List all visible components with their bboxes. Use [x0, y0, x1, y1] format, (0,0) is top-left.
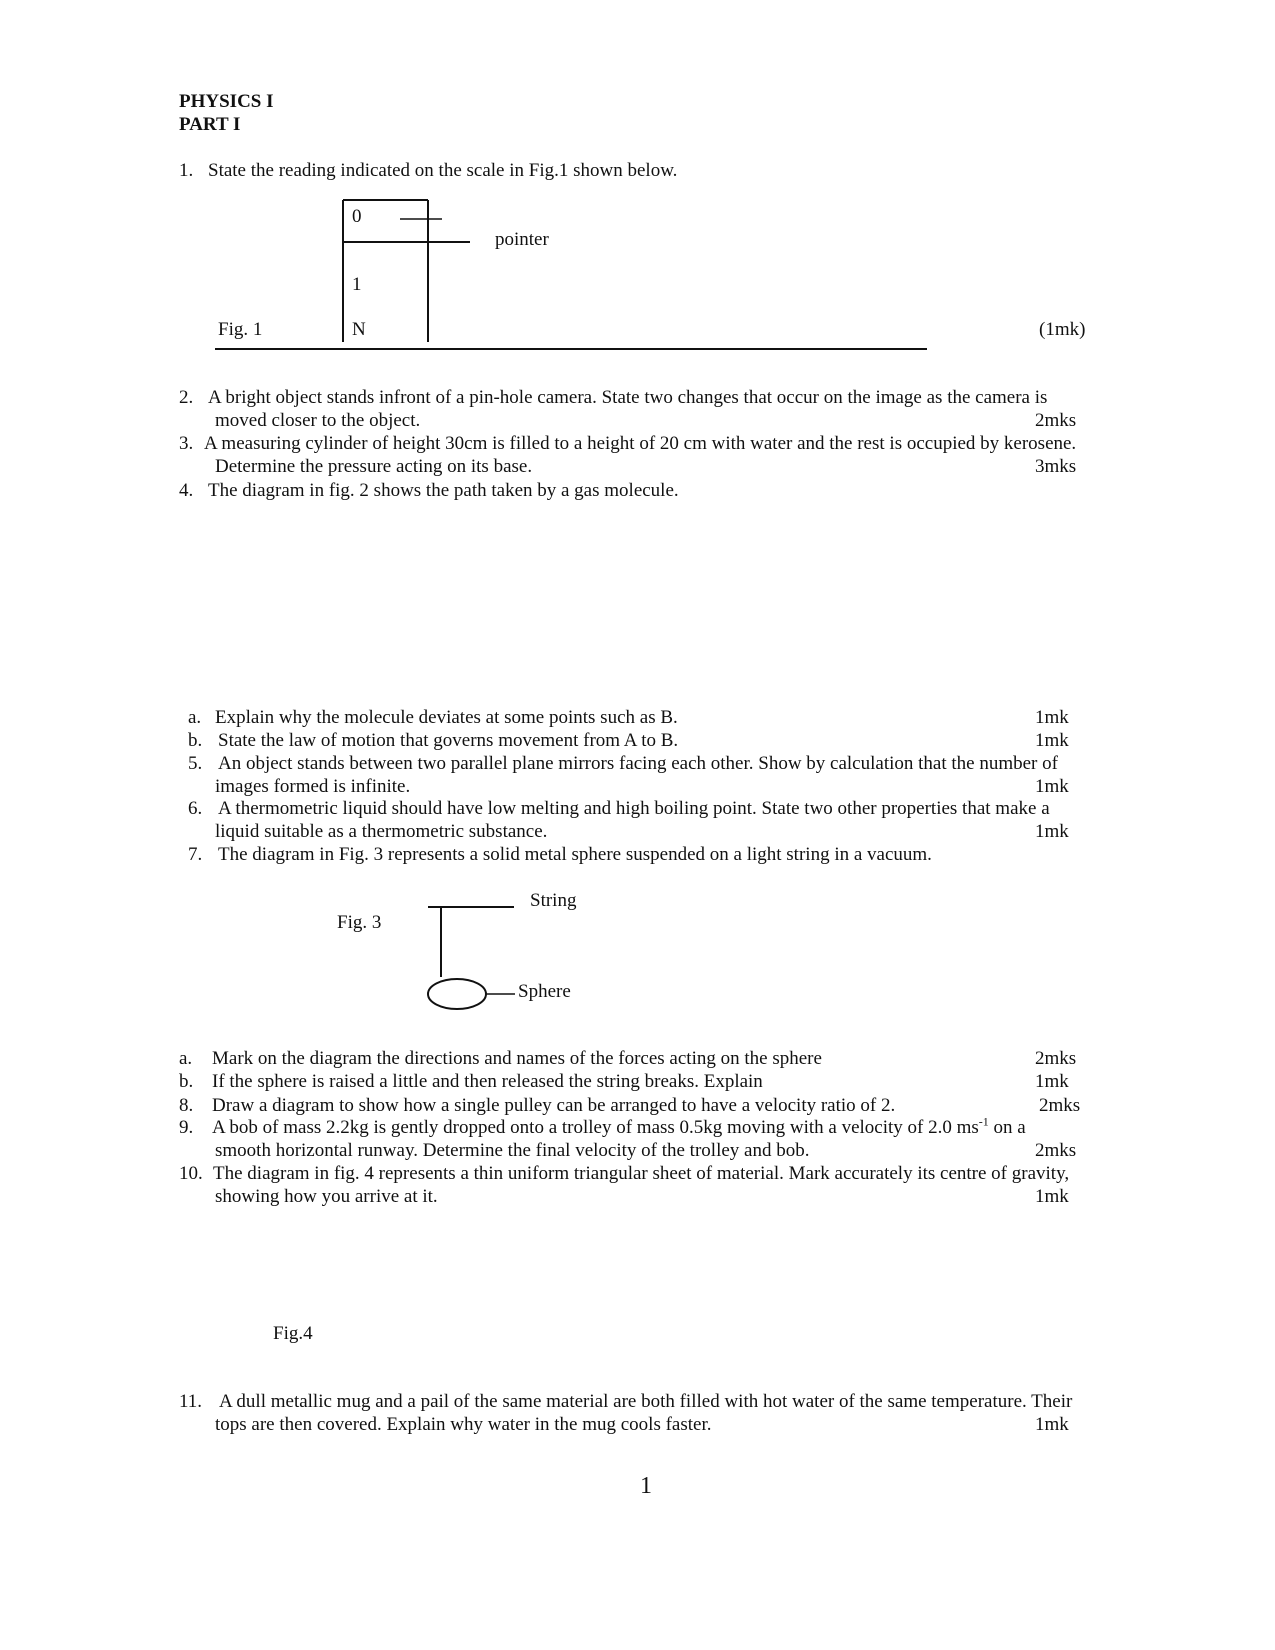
- q6-marks: 1mk: [1035, 821, 1069, 842]
- q8-number: 8.: [179, 1095, 194, 1116]
- q3-marks: 3mks: [1035, 456, 1077, 477]
- fig1-label: Fig. 1: [218, 319, 263, 340]
- scale-label-zero: 0: [352, 206, 362, 227]
- q1-marks: (1mk): [1039, 319, 1086, 340]
- scale-label-one: 1: [352, 274, 362, 295]
- q5-line1: An object stands between two parallel plane mirrors facing each other. Show by calculation that the number of: [218, 753, 1058, 774]
- q7a-label: a.: [179, 1048, 193, 1069]
- part-heading: PART I: [179, 114, 241, 135]
- q11-line2: tops are then covered. Explain why water in the mug cools faster.: [215, 1414, 712, 1435]
- q9-line1: A bob of mass 2.2kg is gently dropped onto a trolley of mass 0.5kg moving with a velocity of 2.0 $ms^{-1}$ on a: [212, 1114, 1026, 1138]
- page-title: PHYSICS I: [179, 91, 274, 112]
- q9-marks: 2mks: [1035, 1140, 1077, 1161]
- q7a-marks: 2mks: [1035, 1048, 1077, 1069]
- q5-number: 5.: [188, 753, 203, 774]
- q7-text: The diagram in Fig. 3 represents a solid metal sphere suspended on a light string in a vacuum.: [218, 844, 932, 865]
- sphere-label: Sphere: [518, 981, 571, 1002]
- pointer-label: pointer: [495, 229, 549, 250]
- q10-line1: The diagram in fig. 4 represents a thin uniform triangular sheet of material. Mark accurately its centre of gravity,: [213, 1163, 1070, 1184]
- q7b-marks: 1mk: [1035, 1071, 1069, 1092]
- page-number: 1: [640, 1473, 652, 1499]
- q6-line2: liquid suitable as a thermometric substance.: [215, 821, 548, 842]
- q7b-label: b.: [179, 1071, 194, 1092]
- q8-text: Draw a diagram to show how a single pulley can be arranged to have a velocity ratio of 2.: [212, 1095, 896, 1116]
- q4a-text: Explain why the molecule deviates at some points such as B.: [215, 707, 678, 728]
- q7a-text: Mark on the diagram the directions and names of the forces acting on the sphere: [212, 1048, 822, 1069]
- q4a-marks: 1mk: [1035, 707, 1069, 728]
- string-label: String: [530, 890, 577, 911]
- q5-line2: images formed is infinite.: [215, 776, 411, 797]
- q2-number: 2.: [179, 387, 194, 408]
- scale-label-unit: N: [352, 319, 366, 340]
- q3-line1: A measuring cylinder of height 30cm is filled to a height of 20 cm with water and the rest is occupied by kerosene.: [204, 433, 1077, 454]
- q1-number: 1.: [179, 160, 194, 181]
- q8-marks: 2mks: [1039, 1095, 1081, 1116]
- q5-marks: 1mk: [1035, 776, 1069, 797]
- q11-marks: 1mk: [1035, 1414, 1069, 1435]
- q4b-marks: 1mk: [1035, 730, 1069, 751]
- q1-text: State the reading indicated on the scale in Fig.1 shown below.: [208, 160, 678, 181]
- q10-number: 10.: [179, 1163, 203, 1184]
- q3-number: 3.: [179, 433, 194, 454]
- q4a-label: a.: [188, 707, 202, 728]
- q9-number: 9.: [179, 1117, 194, 1138]
- q7-number: 7.: [188, 844, 203, 865]
- q3-line2: Determine the pressure acting on its base.: [215, 456, 533, 477]
- q4b-label: b.: [188, 730, 203, 751]
- q2-marks: 2mks: [1035, 410, 1077, 431]
- q11-number: 11.: [179, 1391, 203, 1412]
- q2-line2: moved closer to the object.: [215, 410, 421, 431]
- q7b-text: If the sphere is raised a little and then released the string breaks. Explain: [212, 1071, 763, 1092]
- q4-number: 4.: [179, 480, 194, 501]
- q9-line2: smooth horizontal runway. Determine the final velocity of the trolley and bob.: [215, 1140, 810, 1161]
- q6-number: 6.: [188, 798, 203, 819]
- q4-text: The diagram in fig. 2 shows the path taken by a gas molecule.: [208, 480, 679, 501]
- q10-line2: showing how you arrive at it.: [215, 1186, 438, 1207]
- fig3-label: Fig. 3: [337, 912, 382, 933]
- q10-marks: 1mk: [1035, 1186, 1069, 1207]
- q2-line1: A bright object stands infront of a pin-hole camera. State two changes that occur on the image as the camera is: [208, 387, 1048, 408]
- fig4-label: Fig.4: [273, 1323, 313, 1344]
- q11-line1: A dull metallic mug and a pail of the same material are both filled with hot water of the same temperature. Their: [219, 1391, 1073, 1412]
- q6-line1: A thermometric liquid should have low melting and high boiling point. State two other properties that make a: [218, 798, 1050, 819]
- q4b-text: State the law of motion that governs movement from A to B.: [218, 730, 679, 751]
